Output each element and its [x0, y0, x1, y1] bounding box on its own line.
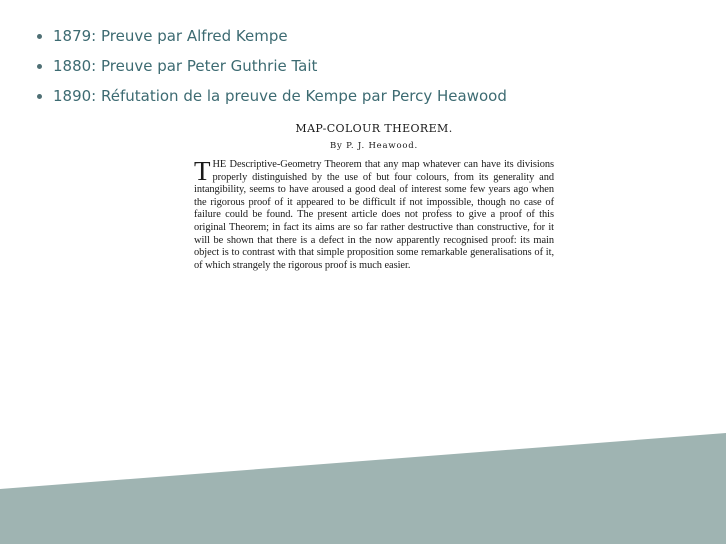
- article-byline: By P. J. Heawood.: [329, 141, 419, 151]
- drop-cap: T: [194, 156, 211, 186]
- bullet-text: 1879: Preuve par Alfred Kempe: [53, 27, 288, 45]
- article-title: MAP-COLOUR THEOREM.: [295, 122, 453, 135]
- bullet-text: 1880: Preuve par Peter Guthrie Tait: [53, 57, 318, 75]
- footer-band-shape: [0, 433, 726, 544]
- article-text: HE Descriptive-Geometry Theorem that any map whatever can have its divisions properly distinguished by the use of but four colours, from its generality and intangibility, seems to have aroused a good deal of interest some few years ago when the rigorous proof of it appeared to be difficult if not impossible, though no case of failure could be found. The present article does not profess to give a proof of this original Theorem; in fact its aims are so far rather destructive than constructive, for it will be shown that there is a defect in the now apparently recognised proof: its main object is to contrast with that simple proposition some remarkable generalisations of it, of which strangely the rigorous proof is much easier.: [194, 159, 554, 271]
- bullet-text: 1890: Réfutation de la preuve de Kempe par Percy Heawood: [53, 87, 507, 105]
